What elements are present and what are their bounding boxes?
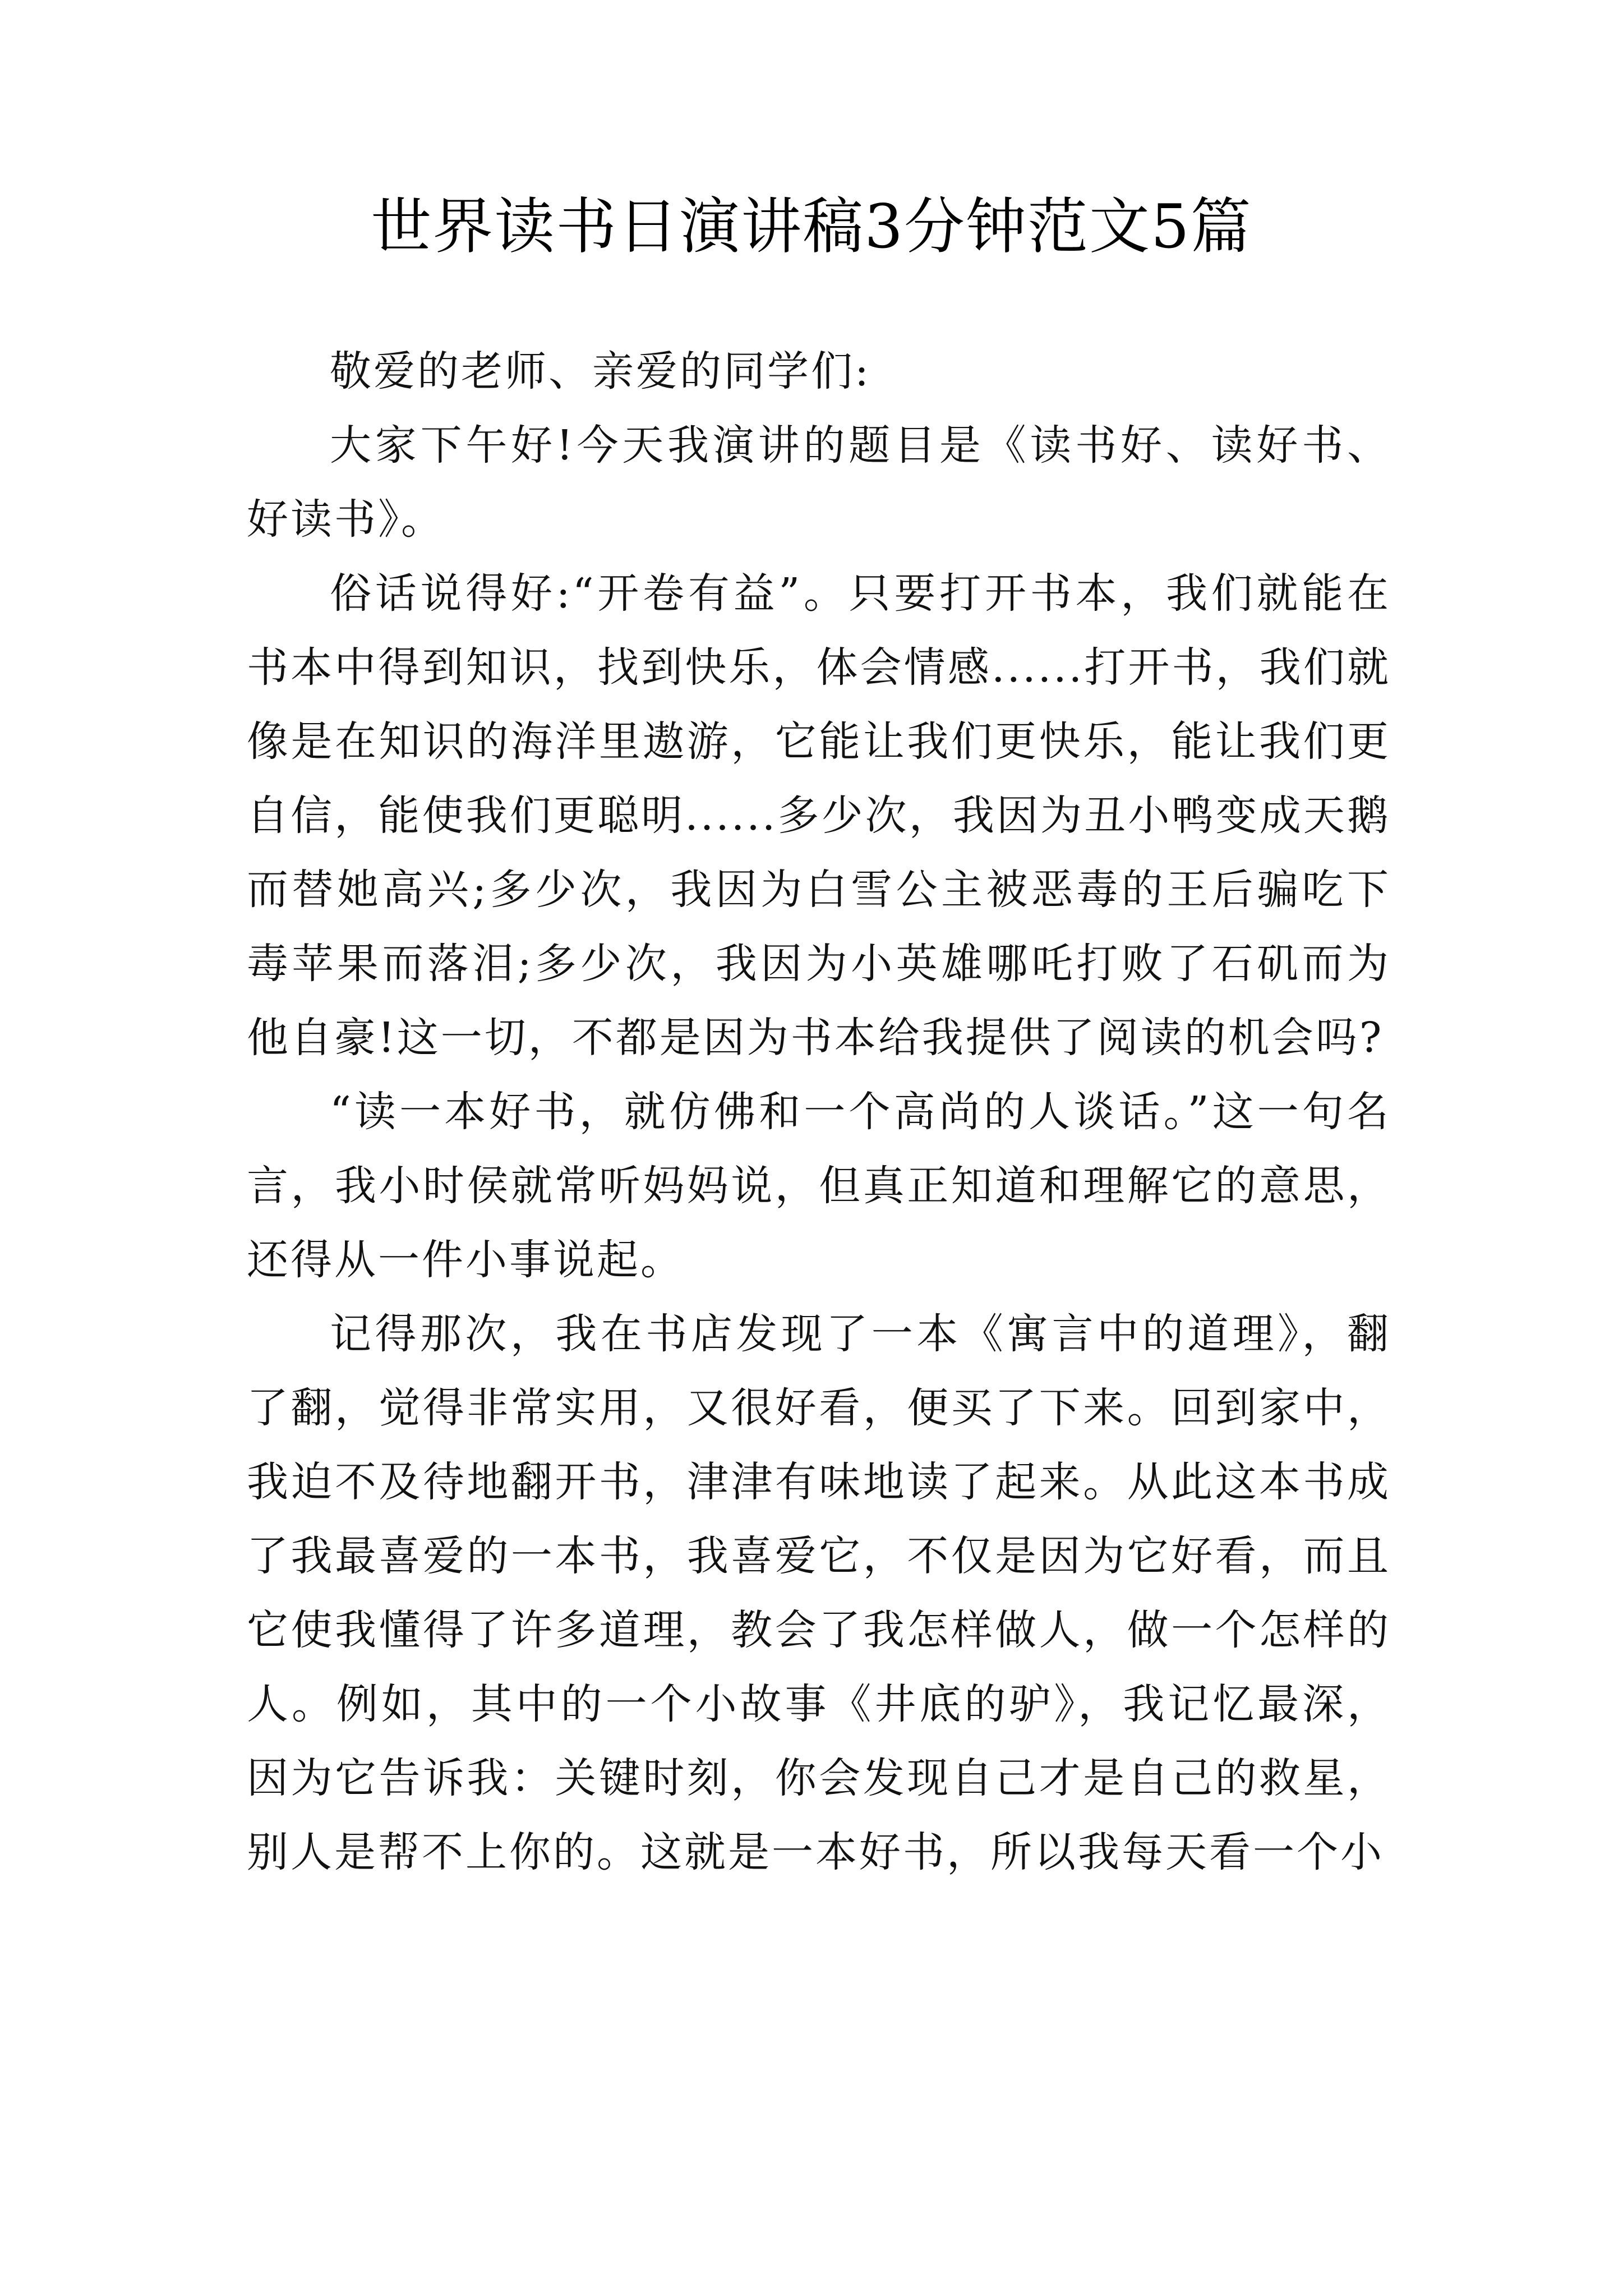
- paragraph-intro: 大家下午好!今天我演讲的题目是《读书好、读好书、好读书》。: [247, 421, 1391, 544]
- paragraph-proverb: 俗话说得好:“开卷有益”。只要打开书本，我们就能在书本中得到知识，找到快乐，体会情感......打开书，我们就像是在知识的海洋里遨游，它能让我们更快乐，能让我们更自信，能使我们更聪明......多少次，我因为丑小鸭变成天鹅而替她高兴;多少次，我因为白雪公主被恶毒的王后骗吃下毒苹果而落泪;多少次，我因为小英雄哪吒打败了石矶而为他自豪!这一切，不都是因为书本给我提供了阅读的机会吗?: [247, 569, 1391, 1062]
- paragraph-story: 记得那次，我在书店发现了一本《寓言中的道理》，翻了翻，觉得非常实用，又很好看，便买了下来。回到家中，我迫不及待地翻开书，津津有味地读了起来。从此这本书成了我最喜爱的一本书，我喜爱它，不仅是因为它好看，而且它使我懂得了许多道理，教会了我怎样做人，做一个怎样的人。例如，其中的一个小故事《井底的驴》，我记忆最深，因为它告诉我：关键时刻，你会发现自己才是自己的救星，别人是帮不上你的。这就是一本好书，所以我每天看一个小: [247, 1310, 1391, 1876]
- document-body: [247, 334, 1391, 1889]
- paragraph-quote: “读一本好书，就仿佛和一个高尚的人谈话。”这一句名言，我小时侯就常听妈妈说，但真正知道和理解它的意思，还得从一件小事说起。: [247, 1088, 1391, 1284]
- paragraph-greeting: 敬爱的老师、亲爱的同学们:: [330, 347, 871, 395]
- document-title: 世界读书日演讲稿3分钟范文5篇: [371, 192, 1252, 262]
